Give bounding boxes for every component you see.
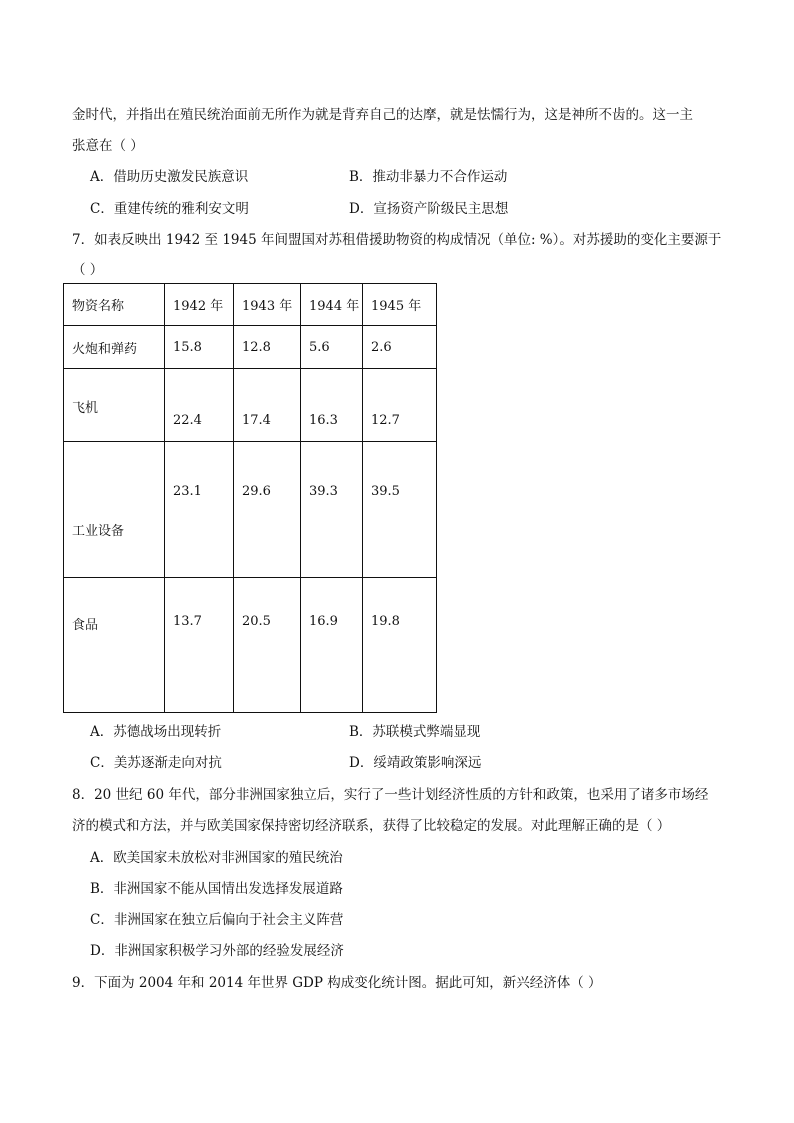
table-header-cell: 1944 年 xyxy=(301,284,363,326)
q6-option-a: A．借助历史激发民族意识 xyxy=(90,169,249,185)
table-cell-name: 火炮和弹药 xyxy=(64,326,165,369)
table-cell-name: 食品 xyxy=(64,578,165,713)
table-cell: 16.9 xyxy=(301,578,363,713)
table-cell: 15.8 xyxy=(165,326,234,369)
paragraph-line: 张意在（ ） xyxy=(72,138,144,154)
table-cell: 39.3 xyxy=(301,442,363,578)
table-cell: 2.6 xyxy=(363,326,437,369)
paragraph-line: 金时代，并指出在殖民统治面前无所作为就是背弃自己的达摩，就是怯懦行为，这是神所不齿的。这一主 xyxy=(72,107,693,123)
q7-stem: 7．如表反映出 1942 至 1945 年间盟国对苏租借援助物资的构成情况（单位: %）。对苏援助的变化主要源于 xyxy=(72,232,722,248)
table-cell: 39.5 xyxy=(363,442,437,578)
table-cell: 5.6 xyxy=(301,326,363,369)
q7-stem-blank: （ ） xyxy=(72,262,104,278)
table-header-cell: 物资名称 xyxy=(64,284,165,326)
table-header-cell: 1942 年 xyxy=(165,284,234,326)
table-header-cell: 1943 年 xyxy=(234,284,301,326)
q6-option-c: C．重建传统的雅利安文明 xyxy=(90,201,249,217)
table-header-row xyxy=(64,284,437,326)
q8-option-d: D．非洲国家积极学习外部的经验发展经济 xyxy=(90,943,344,959)
q6-option-b: B．推动非暴力不合作运动 xyxy=(349,169,508,185)
q7-option-d: D．绥靖政策影响深远 xyxy=(349,755,482,771)
table-cell-name: 飞机 xyxy=(64,369,165,442)
q8-stem: 8．20 世纪 60 年代，部分非洲国家独立后，实行了一些计划经济性质的方针和政策，也采用了诸多市场经 xyxy=(72,787,709,803)
q6-option-d: D．宣扬资产阶级民主思想 xyxy=(349,201,509,217)
q8-option-c: C．非洲国家在独立后偏向于社会主义阵营 xyxy=(90,912,344,928)
table-cell: 12.8 xyxy=(234,326,301,369)
table-cell: 20.5 xyxy=(234,578,301,713)
table-row xyxy=(64,442,437,578)
aid-composition-table xyxy=(63,283,437,713)
table-cell: 16.3 xyxy=(301,369,363,442)
table-row xyxy=(64,578,437,713)
table-cell: 29.6 xyxy=(234,442,301,578)
table-cell: 22.4 xyxy=(165,369,234,442)
table-cell: 12.7 xyxy=(363,369,437,442)
table-header-cell: 1945 年 xyxy=(363,284,437,326)
table-cell-name: 工业设备 xyxy=(64,442,165,578)
table-row xyxy=(64,369,437,442)
table-cell: 17.4 xyxy=(234,369,301,442)
table-row xyxy=(64,326,437,369)
table-cell: 23.1 xyxy=(165,442,234,578)
q9-stem: 9．下面为 2004 年和 2014 年世界 GDP 构成变化统计图。据此可知，新兴经济体（ ） xyxy=(72,975,602,991)
q8-stem: 济的模式和方法，并与欧美国家保持密切经济联系，获得了比较稳定的发展。对此理解正确的是（ ） xyxy=(72,818,671,834)
q7-option-a: A．苏德战场出现转折 xyxy=(90,724,222,740)
q7-option-c: C．美苏逐渐走向对抗 xyxy=(90,755,222,771)
table-cell: 13.7 xyxy=(165,578,234,713)
q8-option-a: A．欧美国家未放松对非洲国家的殖民统治 xyxy=(90,850,343,866)
q7-option-b: B．苏联模式弊端显现 xyxy=(349,724,481,740)
table-cell: 19.8 xyxy=(363,578,437,713)
q8-option-b: B．非洲国家不能从国情出发选择发展道路 xyxy=(90,881,343,897)
